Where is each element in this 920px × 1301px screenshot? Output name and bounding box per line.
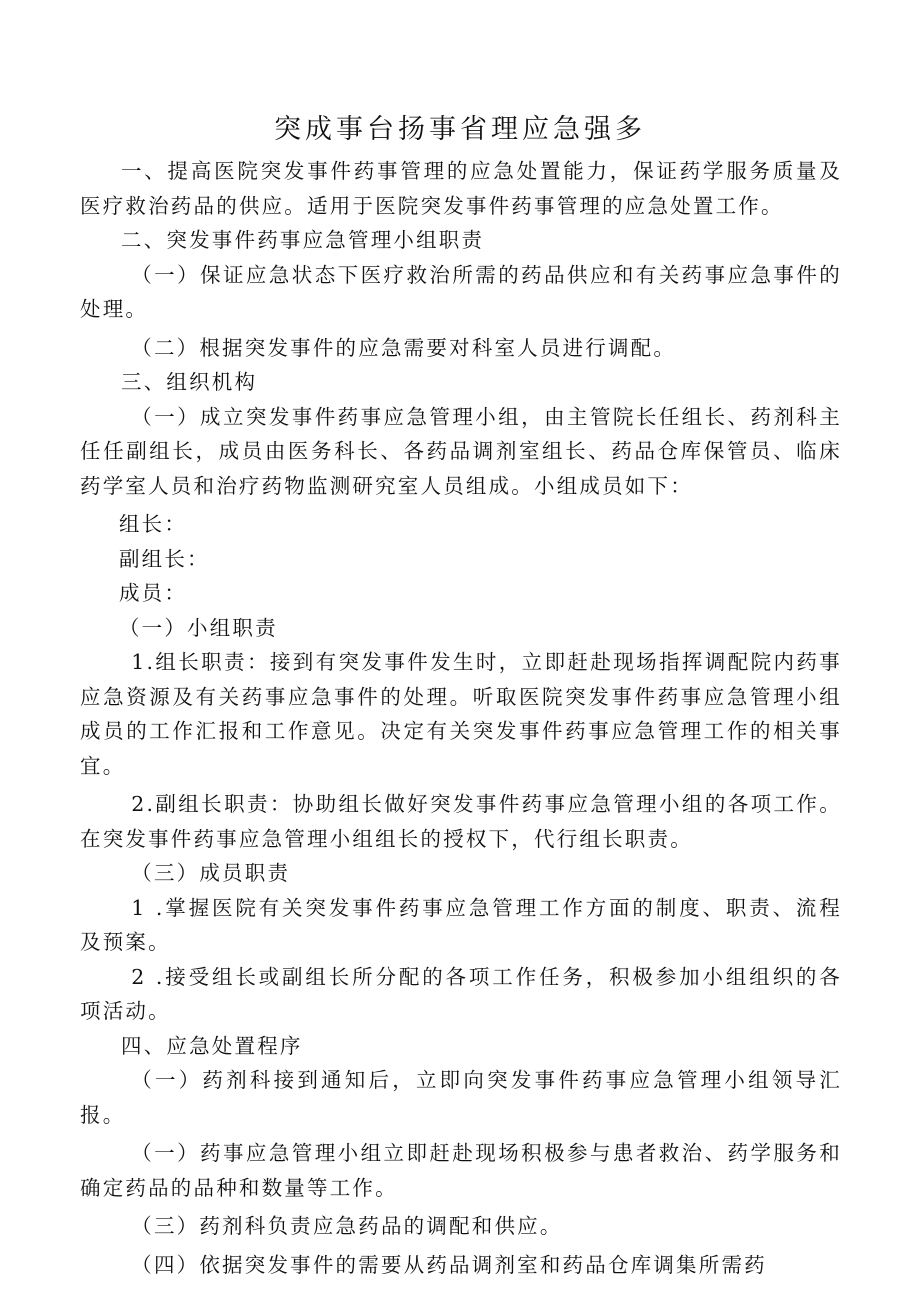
heading-section-3: 三、组织机构 (121, 370, 258, 394)
heading-section-2: 二、突发事件药事应急管理小组职责 (121, 228, 485, 252)
document-title: 突成事台扬事省理应急强多 (274, 114, 646, 145)
paragraph-4-4: （四）依据突发事件的需要从药品调剂室和药品仓库调集所需药 (131, 1252, 767, 1277)
paragraph-4-1: （一）药剂科接到通知后，立即向突发事件药事应急管理小组领导汇报。 (80, 1068, 842, 1127)
paragraph-4-2: （一）药事应急管理小组立即赶赴现场积极参与患者救治、药学服务和确定药品的品种和数量等工作。 (80, 1141, 842, 1200)
member-leader: 组长： (118, 512, 188, 536)
heading-member-duties: （三）成员职责 (131, 861, 291, 885)
paragraph-leader-duties: 1.组长职责：接到有突发事件发生时，立即赶赴现场指挥调配院内药事应急资源及有关药事应急事件的处理。听取医院突发事件药事应急管理小组成员的工作汇报和工作意见。决定有关突发事件药事应急管理工作的相关事宜。 (80, 650, 842, 778)
paragraph-member-duty-2: 2 .接受组长或副组长所分配的各项工作任务，积极参加小组组织的各项活动。 (80, 964, 842, 1023)
paragraph-2-2: （二）根据突发事件的应急需要对科室人员进行调配。 (131, 335, 677, 360)
paragraph-member-duty-1: 1 .掌握医院有关突发事件药事应急管理工作方面的制度、职责、流程及预案。 (80, 895, 842, 954)
heading-section-4: 四、应急处置程序 (121, 1033, 303, 1058)
document-body (80, 154, 842, 1282)
member-deputy-leader: 副组长： (118, 546, 210, 571)
paragraph-section-1: 一、提高医院突发事件药事管理的应急处置能力，保证药学服务质量及医疗救治药品的供应。适用于医院突发事件药事管理的应急处置工作。 (80, 159, 842, 218)
member-members: 成员： (118, 581, 188, 605)
paragraph-4-3: （三）药剂科负责应急药品的调配和供应。 (131, 1214, 563, 1238)
paragraph-3-1: （一）成立突发事件药事应急管理小组，由主管院长任组长、药剂科主任任副组长，成员由医务科长、各药品调剂室组长、药品仓库保管员、临床药学室人员和治疗药物监测研究室人员组成。小组成员如下： (80, 404, 842, 498)
heading-group-duties: （一）小组职责 (118, 615, 278, 640)
paragraph-2-1: （一）保证应急状态下医疗救治所需的药品供应和有关药事应急事件的处理。 (80, 262, 842, 321)
paragraph-deputy-duties: 2.副组长职责：协助组长做好突发事件药事应急管理小组的各项工作。在突发事件药事应急管理小组组长的授权下，代行组长职责。 (80, 792, 842, 851)
